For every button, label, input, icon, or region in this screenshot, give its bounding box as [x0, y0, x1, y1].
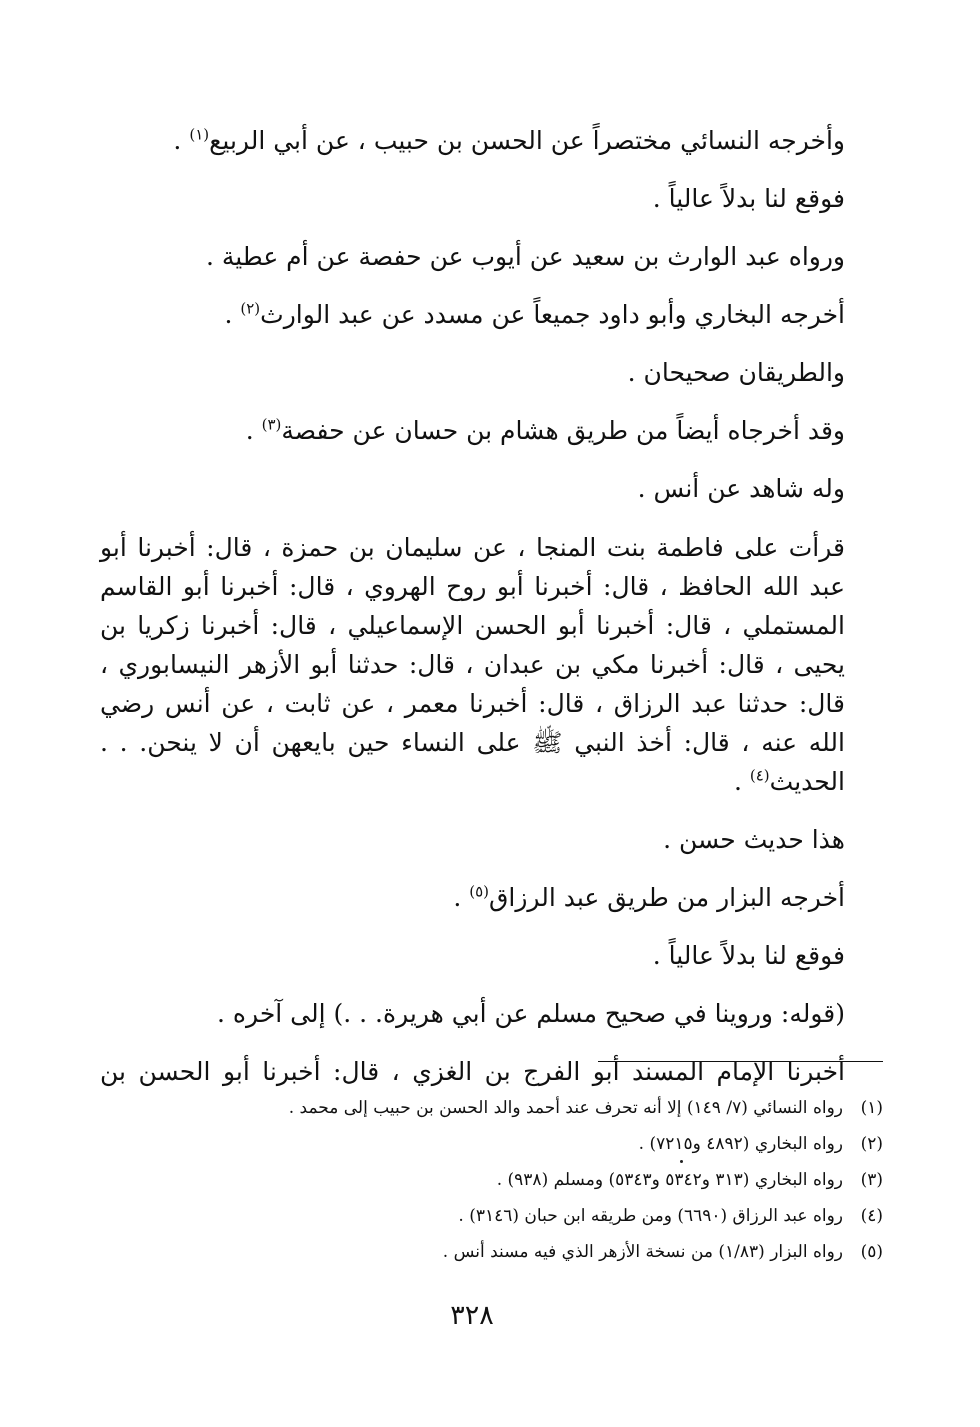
footnotes [123, 1090, 883, 1270]
footnote-text: رواه البخاري (٣١٣ و٥٣٤٢ و٥٣٤٣) ومسلم (٩٣٨) . [496, 1170, 843, 1190]
line-text: هذا حديث حسن . [663, 825, 845, 854]
footnote-text: رواه النسائي (٧/ ١٤٩) إلا أنه تحرف عند أحمد والد الحسن بن حبيب إلى محمد . [288, 1098, 843, 1118]
scan-speck [680, 1160, 683, 1163]
line-end: . [453, 883, 470, 912]
line-text: أخرجه البخاري وأبو داود جميعاً عن مسدد عن عبد الوارث [260, 300, 845, 329]
footnote-number: (٤) [860, 1206, 883, 1226]
main-text [100, 112, 845, 1101]
footnote-text: رواه البخاري (٤٨٩٢ و٧٢١٥) . [638, 1134, 843, 1154]
lines-block-2 [100, 811, 845, 1043]
line-text: وقد أخرجاه أيضاً من طريق هشام بن حسان عن حفصة [281, 416, 845, 445]
text-line [100, 402, 845, 460]
text-line [100, 460, 845, 518]
text-line [100, 228, 845, 286]
text-line [100, 811, 845, 869]
footnote-number: (٣) [860, 1170, 883, 1190]
text-line [100, 927, 845, 985]
text-line [100, 286, 845, 344]
line-text: أخرجه البزار من طريق عبد الرزاق [489, 883, 845, 912]
line-text: فوقع لنا بدلاً عالياً . [652, 184, 845, 213]
footnote-row [123, 1126, 883, 1162]
isnad-end: . [733, 767, 750, 796]
line-text: (قوله: وروينا في صحيح مسلم عن أبي هريرة. . .) إلى آخره . [217, 999, 845, 1028]
line-end: . [245, 416, 262, 445]
line-text: ورواه عبد الوارث بن سعيد عن أيوب عن حفصة عن أم عطية . [205, 242, 845, 271]
line-text: وله شاهد عن أنس . [637, 474, 845, 503]
page-number: ٣٢٨ [450, 1300, 494, 1331]
footnote-row [123, 1090, 883, 1126]
line-text: فوقع لنا بدلاً عالياً . [652, 941, 845, 970]
footnote-marker: (٥) [469, 882, 490, 901]
footnote-text: رواه البزار (١/٨٣) من نسخة الأزهر الذي فيه مسند أنس . [442, 1242, 843, 1262]
lines-block-1 [100, 112, 845, 518]
footnote-row [123, 1234, 883, 1270]
text-line [100, 985, 845, 1043]
text-line [100, 344, 845, 402]
text-line [100, 869, 845, 927]
footnote-marker: (٢) [240, 299, 261, 318]
footnote-row [123, 1198, 883, 1234]
isnad-text: قرأت على فاطمة بنت المنجا ، عن سليمان بن حمزة ، قال: أخبرنا أبو عبد الله الحافظ ، قال: أخبرنا أبو روح الهروي ، قال: أخبرنا أبو القاسم المستملي ، قال: أخبرنا أبو الحسن الإسماعيلي ، قال: أخبرنا زكريا بن يحيى ، قال: أخبرنا مكي بن عبدان ، قال: حدثنا أبو الأزهر النيسابوري ، قال: حدثنا عبد الرزاق ، قال: أخبرنا معمر ، عن ثابت ، عن أنس رضي الله عنه ، قال: أخذ النبي ﷺ على النساء حين بايعهن أن لا ينحن. . . الحديث [100, 533, 845, 796]
footnote-text: رواه عبد الرزاق (٦٦٩٠) ومن طريقه ابن حبان (٣١٤٦) . [458, 1206, 843, 1226]
line-text: والطريقان صحيحان . [627, 358, 845, 387]
isnad-paragraph [100, 528, 845, 801]
footnote-marker: (٤) [749, 766, 770, 785]
text-line [100, 170, 845, 228]
line-end: . [173, 126, 190, 155]
line-end: . [224, 300, 241, 329]
footnote-number: (١) [860, 1098, 883, 1118]
footnote-number: (٥) [860, 1242, 883, 1262]
line-text: وأخرجه النسائي مختصراً عن الحسن بن حبيب ، عن أبي الربيع [209, 126, 845, 155]
footnote-marker: (١) [189, 125, 210, 144]
last-line: أخبرنا الإمام المسند أبو الفرج بن الغزي ، قال: أخبرنا أبو الحسن بن [100, 1057, 845, 1086]
footnote-separator [598, 1061, 883, 1062]
footnote-row [123, 1162, 883, 1198]
footnote-number: (٢) [860, 1134, 883, 1154]
footnote-marker: (٣) [261, 415, 282, 434]
text-line [100, 112, 845, 170]
